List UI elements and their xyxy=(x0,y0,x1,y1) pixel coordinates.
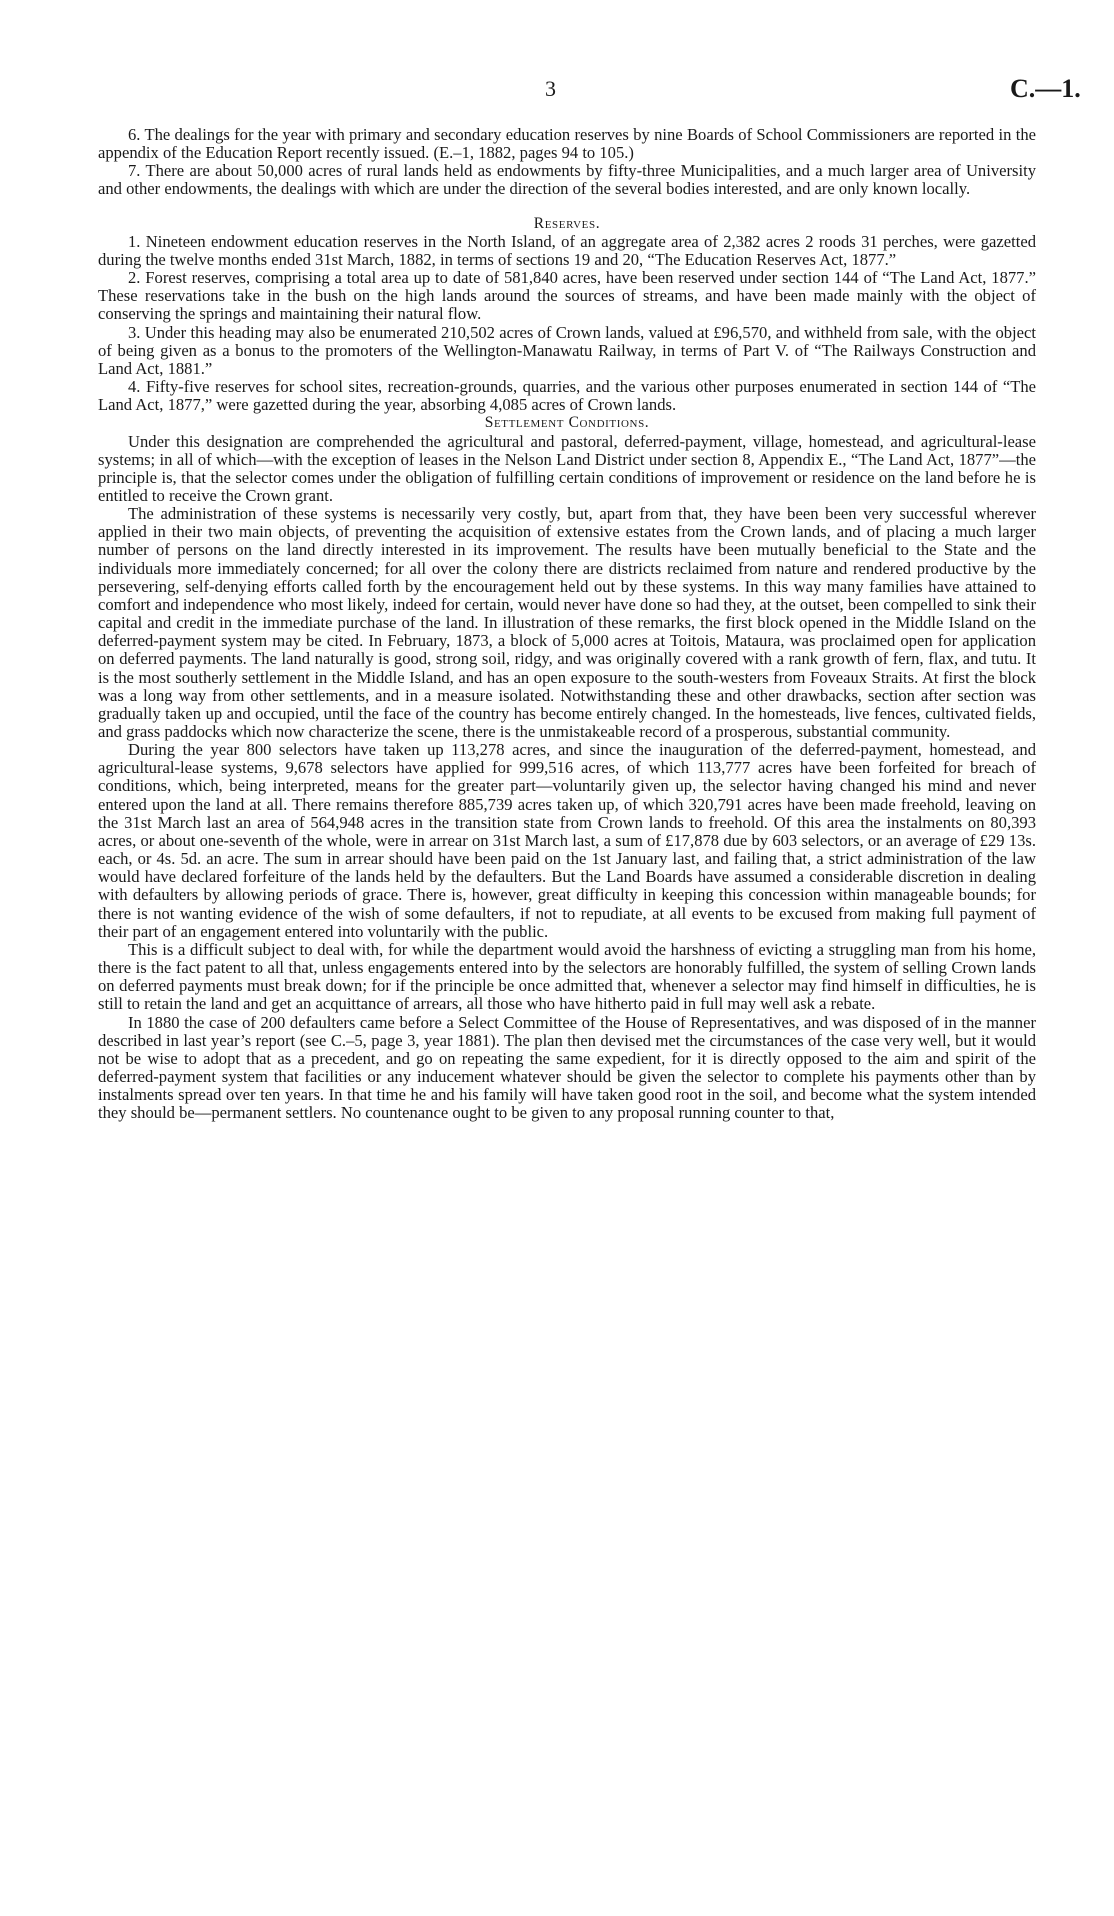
reserves-paragraph-1: 1. Nineteen endowment education reserves in the North Island, of an aggregate area of 2,382 acres 2 roods 31 perches, were gazetted during the twelve months ended 31st March, 1882, in terms of sections 19 and 20, “The Education Reserves Act, 1877.” xyxy=(98,231,1036,269)
document-reference: C.—1. xyxy=(1010,74,1081,103)
settlement-paragraph-2: The administration of these systems is necessarily very costly, but, apart from that, they have been been very successful wherever applied in their two main objects, of preventing the acquisition of extensive estates from the Crown lands, and of placing a much larger number of persons on the land directly interested in its improvement. The results have been mutually beneficial to the State and the individuals more immediately concerned; for all over the colony there are districts reclaimed from nature and rendered productive by the persevering, self-denying efforts called forth by the encouragement held out by these systems. In this way many families have attained to comfort and independence who most likely, indeed for certain, would never have done so had they, at the outset, been compelled to sink their capital and credit in the immediate purchase of the land. In illustration of these remarks, the first block opened in the Middle Island on the deferred-payment system may be cited. In February, 1873, a block of 5,000 acres at Toitois, Mataura, was proclaimed open for application on deferred payments. The land naturally is good, strong soil, ridgy, and was originally covered with a rank growth of fern, flax, and tutu. It is the most southerly settlement in the Middle Island, and has an open exposure to the south-westers from Foveaux Straits. At first the block was a long way from other settlements, and in a measure isolated. Notwithstanding these and other drawbacks, section after section was gradually taken up and occupied, until the face of the country has become entirely changed. In the homesteads, live fences, cultivated fields, and grass paddocks which now characterize the scene, there is the unmistakeable record of a prosperous, substantial community. xyxy=(98,504,1036,741)
settlement-paragraph-1: Under this designation are comprehended the agricultural and pastoral, deferred-payment, village, homestead, and agricultural-lease systems; in all of which—with the exception of leases in the Nelson Land District under section 8, Appendix E., “The Land Act, 1877”—the principle is, that the selector comes under the obligation of fulfilling certain conditions of improvement or residence on the land before he is entitled to receive the Crown grant. xyxy=(98,431,1036,505)
settlement-paragraph-5: In 1880 the case of 200 defaulters came before a Select Committee of the House of Representatives, and was disposed of in the manner described in last year’s report (see C.–5, page 3, year 1881). The plan then devised met the circumstances of the case very well, but it would not be wise to adopt that as a precedent, and go on repeating the same expedient, for it is directly opposed to the aim and spirit of the deferred-payment system that facilities or any inducement whatever should be given the selector to complete his payments other than by instalments spread over ten years. In that time he and his family will have taken good root in the soil, and become what the system intended they should be—permanent settlers. No countenance ought to be given to any proposal running counter to that, xyxy=(98,1012,1036,1123)
reserves-heading: Reserves. xyxy=(533,214,601,232)
settlement-conditions-heading: Settlement Conditions. xyxy=(484,414,650,432)
reserves-paragraph-3: 3. Under this heading may also be enumerated 210,502 acres of Crown lands, valued at £96,570, and withheld from sale, with the object of being given as a bonus to the promoters of the Wellington-Manawatu Railway, in terms of Part V. of “The Railways Construction and Land Act, 1881.” xyxy=(98,322,1036,378)
paragraph-6-education-reserves: 6. The dealings for the year with primary and secondary education reserves by nine Boards of School Commissioners are reported in the appendix of the Education Report recently issued. (E.–1, 1882, pages 94 to 105.) xyxy=(98,125,1036,163)
settlement-paragraph-3: During the year 800 selectors have taken up 113,278 acres, and since the inauguration of the deferred-payment, homestead, and agricultural-lease systems, 9,678 selectors have applied for 999,516 acres, of which 113,777 acres have been forfeited for breach of conditions, which, being interpreted, means for the greater part—voluntarily given up, the selector having changed his mind and never entered upon the land at all. There remains therefore 885,739 acres taken up, of which 320,791 acres have been made freehold, leaving on the 31st March last an area of 564,948 acres in the transition state from Crown lands to freehold. Of this area the instalments on 80,393 acres, or about one-seventh of the whole, were in arrear on 31st March last, a sum of £17,878 due by 603 selectors, or an average of £29 13s. each, or 4s. 5d. an acre. The sum in arrear should have been paid on the 1st January last, and failing that, a strict administration of the law would have declared forfeiture of the lands held by the defaulters. But the Land Boards have assumed a considerable discretion in dealing with defaulters by allowing periods of grace. There is, however, great difficulty in keeping this concession within manageable bounds; for there is not wanting evidence of the wish of some defaulters, if not to repudiate, at all events to be excused from making full payment of their part of an engagement entered into voluntarily with the public. xyxy=(98,740,1036,941)
page-number: 3 xyxy=(545,76,556,101)
settlement-paragraph-4: This is a difficult subject to deal with, for while the department would avoid the harshness of evicting a struggling man from his home, there is the fact patent to all that, unless engagements entered into by the selectors are honorably fulfilled, the system of selling Crown lands on deferred payments must break down; for if the principle be once admitted that, whenever a selector may find himself in difficulties, he is still to retain the land and get an acquittance of arrears, all those who have hitherto paid in full may well ask a rebate. xyxy=(98,939,1036,1014)
reserves-paragraph-2: 2. Forest reserves, comprising a total area up to date of 581,840 acres, have been reserved under section 144 of “The Land Act, 1877.” These reservations take in the bush on the high lands around the sources of streams, and have been made mainly with the object of conserving the springs and maintaining their natural flow. xyxy=(98,268,1036,324)
paragraph-7-endowments: 7. There are about 50,000 acres of rural lands held as endowments by fifty-three Municipalities, and a much larger area of University and other endowments, the dealings with which are under the direction of the several bodies interested, and are only known locally. xyxy=(98,161,1036,199)
reserves-paragraph-4: 4. Fifty-five reserves for school sites, recreation-grounds, quarries, and the various other purposes enumerated in section 144 of “The Land Act, 1877,” were gazetted during the year, absorbing 4,085 acres of Crown lands. xyxy=(98,377,1036,415)
body-text xyxy=(98,126,1036,1122)
